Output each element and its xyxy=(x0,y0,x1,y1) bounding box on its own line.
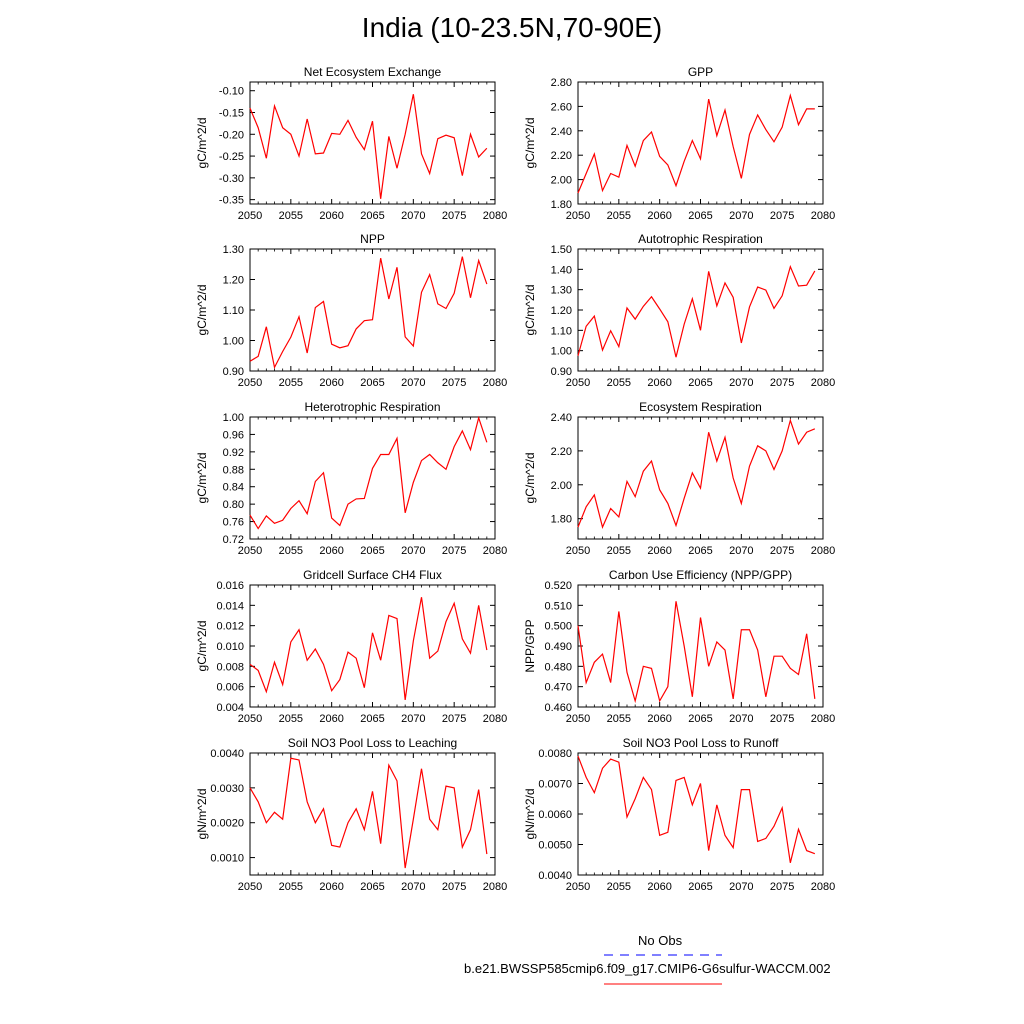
page-title: India (10-23.5N,70-90E) xyxy=(361,12,663,43)
chart-0-xtick-label: 2060 xyxy=(319,210,344,222)
chart-7-xtick-label: 2065 xyxy=(688,713,713,725)
chart-7-ytick-label: 0.470 xyxy=(544,681,572,694)
chart-8-xtick-label: 2050 xyxy=(237,881,263,893)
chart-9-ytick-label: 0.0050 xyxy=(538,839,572,852)
chart-3-xtick-label: 2075 xyxy=(769,377,795,389)
chart-0-ytick-label: -0.35 xyxy=(218,194,244,207)
chart-0-ytick-label: -0.25 xyxy=(218,151,244,164)
chart-5-xtick-label: 2070 xyxy=(729,545,754,557)
chart-6-xtick-label: 2075 xyxy=(441,713,467,725)
chart-2-xtick-label: 2065 xyxy=(360,377,385,389)
chart-0-ytick-label: -0.20 xyxy=(218,129,244,142)
chart-7-xtick-label: 2070 xyxy=(729,713,754,725)
chart-0-title: Net Ecosystem Exchange xyxy=(303,65,442,79)
chart-4-ytick-label: 0.88 xyxy=(222,464,244,477)
chart-8-ytick-label: 0.0040 xyxy=(210,748,244,760)
chart-9-frame xyxy=(578,753,823,875)
chart-7-title: Carbon Use Efficiency (NPP/GPP) xyxy=(608,568,793,582)
chart-7-ylabel: NPP/GPP xyxy=(523,619,537,673)
chart-4-ytick-label: 0.84 xyxy=(222,481,244,494)
chart-1-title: GPP xyxy=(687,65,714,79)
chart-2-xtick-label: 2075 xyxy=(441,377,467,389)
chart-6-xtick-label: 2060 xyxy=(319,713,344,725)
chart-3-xtick-label: 2060 xyxy=(647,377,672,389)
chart-5-xtick-label: 2060 xyxy=(647,545,672,557)
chart-7-xtick-label: 2060 xyxy=(647,713,672,725)
chart-8-xtick-label: 2070 xyxy=(401,881,426,893)
chart-6-ytick-label: 0.008 xyxy=(216,661,244,674)
chart-1-xtick-label: 2055 xyxy=(606,210,632,222)
chart-1-ytick-label: 2.20 xyxy=(550,150,572,163)
chart-3-ytick-label: 1.00 xyxy=(550,345,572,358)
chart-7-ytick-label: 0.490 xyxy=(544,641,572,653)
chart-2-xtick-label: 2080 xyxy=(482,377,508,389)
chart-8-title: Soil NO3 Pool Loss to Leaching xyxy=(287,736,458,750)
chart-1-xtick-label: 2050 xyxy=(565,210,591,222)
chart-9-xtick-label: 2055 xyxy=(606,881,632,893)
chart-2-xtick-label: 2050 xyxy=(237,377,263,389)
chart-6-ytick-label: 0.010 xyxy=(216,641,244,653)
chart-4-xtick-label: 2080 xyxy=(482,545,508,557)
chart-5-series-line xyxy=(578,420,815,527)
chart-8-xtick-label: 2080 xyxy=(482,881,508,893)
chart-9-ylabel: gN/m^2/d xyxy=(523,788,537,840)
chart-1-xtick-label: 2080 xyxy=(810,210,836,222)
chart-3-ytick-label: 1.10 xyxy=(550,325,572,338)
chart-4-ytick-label: 0.80 xyxy=(222,499,244,512)
chart-1-ytick-label: 1.80 xyxy=(550,199,572,211)
chart-6-xtick-label: 2055 xyxy=(278,713,304,725)
chart-0-series-line xyxy=(250,94,487,199)
chart-9-xtick-label: 2080 xyxy=(810,881,836,893)
chart-2-ylabel: gC/m^2/d xyxy=(195,284,209,336)
chart-0-xtick-label: 2065 xyxy=(360,210,385,222)
chart-0-xtick-label: 2080 xyxy=(482,210,508,222)
chart-6-ytick-label: 0.014 xyxy=(216,600,244,613)
chart-6-title: Gridcell Surface CH4 Flux xyxy=(303,568,442,582)
chart-1-xtick-label: 2060 xyxy=(647,210,672,222)
chart-9-series-line xyxy=(578,756,815,863)
chart-0-xtick-label: 2050 xyxy=(237,210,263,222)
chart-6-xtick-label: 2070 xyxy=(401,713,426,725)
chart-4-ytick-label: 1.00 xyxy=(222,412,244,424)
chart-9-ytick-label: 0.0070 xyxy=(538,778,572,791)
chart-0-frame xyxy=(250,82,495,204)
chart-3-title: Autotrophic Respiration xyxy=(638,232,763,246)
chart-1-xtick-label: 2065 xyxy=(688,210,713,222)
chart-2-frame xyxy=(250,249,495,371)
chart-5-xtick-label: 2055 xyxy=(606,545,632,557)
chart-7-series-line xyxy=(578,601,815,701)
chart-9-title: Soil NO3 Pool Loss to Runoff xyxy=(622,736,779,750)
chart-0-ytick-label: -0.10 xyxy=(218,85,244,98)
chart-4-xtick-label: 2055 xyxy=(278,545,304,557)
chart-2-series-line xyxy=(250,257,487,368)
chart-9-xtick-label: 2070 xyxy=(729,881,754,893)
chart-6-ytick-label: 0.016 xyxy=(216,580,244,592)
chart-8-ytick-label: 0.0030 xyxy=(210,782,244,795)
chart-3-xtick-label: 2080 xyxy=(810,377,836,389)
chart-3-ytick-label: 1.40 xyxy=(550,264,572,277)
chart-7-ytick-label: 0.510 xyxy=(544,600,572,613)
chart-3-ytick-label: 1.20 xyxy=(550,305,572,317)
chart-5-ytick-label: 2.40 xyxy=(550,412,572,424)
chart-1-frame xyxy=(578,82,823,204)
legend-label-no-obs: No Obs xyxy=(638,933,683,948)
chart-4-ylabel: gC/m^2/d xyxy=(195,452,209,504)
chart-6-ytick-label: 0.012 xyxy=(216,620,244,633)
chart-9-ytick-label: 0.0060 xyxy=(538,809,572,821)
chart-4-ytick-label: 0.92 xyxy=(222,446,244,459)
chart-2-xtick-label: 2060 xyxy=(319,377,344,389)
chart-4-ytick-label: 0.72 xyxy=(222,534,244,546)
chart-1-ytick-label: 2.00 xyxy=(550,174,572,187)
chart-8-xtick-label: 2055 xyxy=(278,881,304,893)
chart-2-ytick-label: 1.30 xyxy=(222,244,244,256)
chart-8-series-line xyxy=(250,758,487,868)
chart-0-ytick-label: -0.30 xyxy=(218,172,244,185)
chart-9-ytick-label: 0.0080 xyxy=(538,748,572,760)
chart-6-frame xyxy=(250,585,495,707)
chart-8-ylabel: gN/m^2/d xyxy=(195,788,209,840)
chart-7-xtick-label: 2080 xyxy=(810,713,836,725)
chart-4-ytick-label: 0.96 xyxy=(222,429,244,442)
chart-4-series-line xyxy=(250,418,487,529)
chart-6-xtick-label: 2065 xyxy=(360,713,385,725)
chart-3-xtick-label: 2065 xyxy=(688,377,713,389)
chart-4-xtick-label: 2065 xyxy=(360,545,385,557)
chart-1-ylabel: gC/m^2/d xyxy=(523,117,537,169)
chart-8-xtick-label: 2065 xyxy=(360,881,385,893)
chart-3-xtick-label: 2070 xyxy=(729,377,754,389)
chart-0-ytick-label: -0.15 xyxy=(218,107,244,120)
chart-2-ytick-label: 1.10 xyxy=(222,305,244,317)
chart-4-frame xyxy=(250,417,495,539)
chart-7-ytick-label: 0.480 xyxy=(544,661,572,674)
chart-4-title: Heterotrophic Respiration xyxy=(304,400,441,414)
chart-4-xtick-label: 2060 xyxy=(319,545,344,557)
legend-label-model-run: b.e21.BWSSP585cmip6.f09_g17.CMIP6-G6sulfur-WACCM.002 xyxy=(464,961,831,976)
chart-3-ylabel: gC/m^2/d xyxy=(523,284,537,336)
chart-6-series-line xyxy=(250,597,487,700)
chart-7-xtick-label: 2050 xyxy=(565,713,591,725)
chart-4-xtick-label: 2075 xyxy=(441,545,467,557)
chart-6-xtick-label: 2080 xyxy=(482,713,508,725)
chart-7-ytick-label: 0.520 xyxy=(544,580,572,592)
chart-1-ytick-label: 2.80 xyxy=(550,77,572,89)
chart-2-xtick-label: 2055 xyxy=(278,377,304,389)
chart-8-ytick-label: 0.0010 xyxy=(210,852,244,865)
chart-9-ytick-label: 0.0040 xyxy=(538,870,572,882)
chart-2-ytick-label: 0.90 xyxy=(222,366,244,378)
chart-5-xtick-label: 2075 xyxy=(769,545,795,557)
chart-0-xtick-label: 2075 xyxy=(441,210,467,222)
chart-3-xtick-label: 2055 xyxy=(606,377,632,389)
chart-9-xtick-label: 2065 xyxy=(688,881,713,893)
chart-2-ytick-label: 1.20 xyxy=(222,274,244,287)
chart-1-xtick-label: 2070 xyxy=(729,210,754,222)
chart-8-ytick-label: 0.0020 xyxy=(210,817,244,830)
chart-6-ytick-label: 0.004 xyxy=(216,702,244,714)
chart-1-ytick-label: 2.60 xyxy=(550,101,572,114)
chart-2-xtick-label: 2070 xyxy=(401,377,426,389)
chart-2-title: NPP xyxy=(360,232,385,246)
chart-9-xtick-label: 2060 xyxy=(647,881,672,893)
chart-3-ytick-label: 1.50 xyxy=(550,244,572,256)
chart-5-ytick-label: 2.00 xyxy=(550,479,572,492)
chart-1-xtick-label: 2075 xyxy=(769,210,795,222)
chart-3-frame xyxy=(578,249,823,371)
chart-7-xtick-label: 2055 xyxy=(606,713,632,725)
chart-0-xtick-label: 2055 xyxy=(278,210,304,222)
chart-5-title: Ecosystem Respiration xyxy=(639,400,762,414)
chart-9-xtick-label: 2050 xyxy=(565,881,591,893)
chart-5-xtick-label: 2050 xyxy=(565,545,591,557)
chart-0-ylabel: gC/m^2/d xyxy=(195,117,209,169)
chart-5-ytick-label: 1.80 xyxy=(550,513,572,526)
chart-1-series-line xyxy=(578,95,815,193)
chart-5-xtick-label: 2080 xyxy=(810,545,836,557)
chart-5-ytick-label: 2.20 xyxy=(550,445,572,458)
chart-9-xtick-label: 2075 xyxy=(769,881,795,893)
chart-4-ytick-label: 0.76 xyxy=(222,516,244,529)
chart-3-series-line xyxy=(578,267,815,357)
chart-5-ylabel: gC/m^2/d xyxy=(523,452,537,504)
chart-6-ytick-label: 0.006 xyxy=(216,681,244,694)
chart-0-xtick-label: 2070 xyxy=(401,210,426,222)
chart-8-xtick-label: 2075 xyxy=(441,881,467,893)
chart-2-ytick-label: 1.00 xyxy=(222,335,244,348)
chart-4-xtick-label: 2070 xyxy=(401,545,426,557)
chart-5-xtick-label: 2065 xyxy=(688,545,713,557)
chart-8-xtick-label: 2060 xyxy=(319,881,344,893)
chart-6-xtick-label: 2050 xyxy=(237,713,263,725)
chart-7-xtick-label: 2075 xyxy=(769,713,795,725)
chart-7-ytick-label: 0.500 xyxy=(544,620,572,633)
chart-6-ylabel: gC/m^2/d xyxy=(195,620,209,672)
chart-3-xtick-label: 2050 xyxy=(565,377,591,389)
chart-3-ytick-label: 1.30 xyxy=(550,284,572,297)
chart-3-ytick-label: 0.90 xyxy=(550,366,572,378)
chart-4-xtick-label: 2050 xyxy=(237,545,263,557)
chart-7-ytick-label: 0.460 xyxy=(544,702,572,714)
chart-1-ytick-label: 2.40 xyxy=(550,125,572,138)
